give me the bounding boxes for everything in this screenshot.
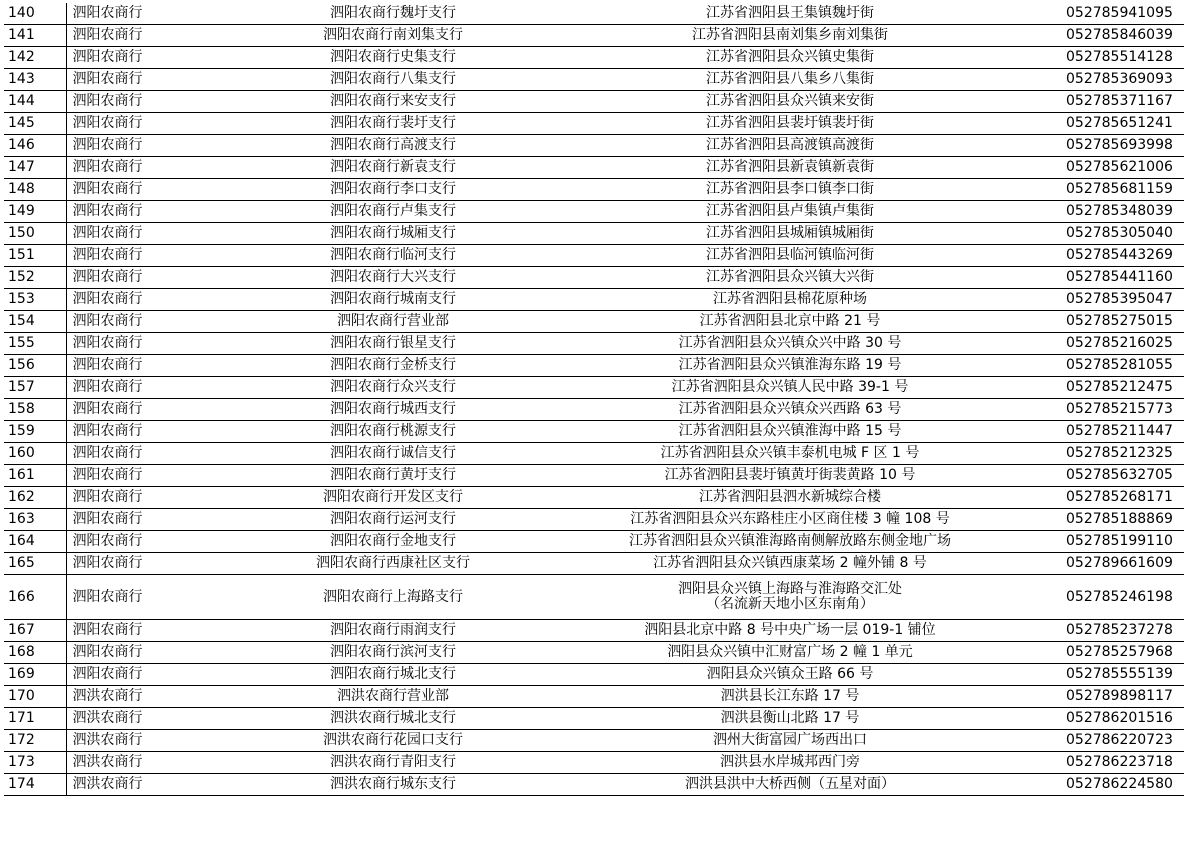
row-number-cell: 167 — [4, 620, 66, 642]
address-line: 泗州大街富园广场西出口 — [713, 732, 867, 748]
bank-name-cell: 泗阳农商行 — [66, 157, 266, 179]
table-row — [4, 135, 1184, 157]
branch-name-cell: 泗阳农商行上海路支行 — [266, 575, 520, 620]
row-number-cell: 157 — [4, 377, 66, 399]
phone-cell: 052785348039 — [1060, 201, 1184, 223]
table-row — [4, 664, 1184, 686]
address-line: 江苏省泗阳县裴圩镇黄圩街裴黄路 10 号 — [664, 467, 916, 483]
phone-cell: 052785212475 — [1060, 377, 1184, 399]
branch-table — [4, 3, 1184, 796]
branch-name-cell: 泗阳农商行诚信支行 — [266, 443, 520, 465]
bank-name-cell: 泗洪农商行 — [66, 774, 266, 796]
bank-name-cell: 泗洪农商行 — [66, 752, 266, 774]
bank-name-cell: 泗阳农商行 — [66, 531, 266, 553]
branch-name-cell: 泗阳农商行桃源支行 — [266, 421, 520, 443]
address-cell — [520, 664, 1060, 686]
table-row — [4, 289, 1184, 311]
row-number-cell: 143 — [4, 69, 66, 91]
address-cell — [520, 91, 1060, 113]
row-number-cell: 148 — [4, 179, 66, 201]
table-row — [4, 575, 1184, 620]
bank-name-cell: 泗阳农商行 — [66, 664, 266, 686]
row-number-cell: 160 — [4, 443, 66, 465]
address-cell — [520, 686, 1060, 708]
address-cell — [520, 47, 1060, 69]
phone-cell: 052785215773 — [1060, 399, 1184, 421]
table-row — [4, 708, 1184, 730]
address-cell — [520, 730, 1060, 752]
address-line: 江苏省泗阳县众兴镇大兴街 — [706, 269, 874, 285]
branch-name-cell: 泗洪农商行营业部 — [266, 686, 520, 708]
address-cell — [520, 333, 1060, 355]
branch-name-cell: 泗洪农商行城东支行 — [266, 774, 520, 796]
address-line: 泗洪县衡山北路 17 号 — [720, 710, 860, 726]
address-cell — [520, 575, 1060, 620]
phone-cell: 052789661609 — [1060, 553, 1184, 575]
bank-name-cell: 泗阳农商行 — [66, 201, 266, 223]
table-row — [4, 25, 1184, 47]
address-line: 江苏省泗阳县李口镇李口街 — [706, 181, 874, 197]
branch-name-cell: 泗阳农商行城西支行 — [266, 399, 520, 421]
address-cell — [520, 135, 1060, 157]
address-line: （名流新天地小区东南角） — [706, 596, 874, 612]
phone-cell: 052785268171 — [1060, 487, 1184, 509]
phone-cell: 052786201516 — [1060, 708, 1184, 730]
address-cell — [520, 267, 1060, 289]
row-number-cell: 145 — [4, 113, 66, 135]
address-line: 江苏省泗阳县众兴镇淮海东路 19 号 — [678, 357, 902, 373]
bank-name-cell: 泗阳农商行 — [66, 223, 266, 245]
table-row — [4, 421, 1184, 443]
address-line: 江苏省泗阳县新袁镇新袁街 — [706, 159, 874, 175]
phone-cell: 052785846039 — [1060, 25, 1184, 47]
address-line: 江苏省泗阳县南刘集乡南刘集街 — [692, 27, 888, 43]
row-number-cell: 173 — [4, 752, 66, 774]
table-row — [4, 3, 1184, 25]
phone-cell: 052785211447 — [1060, 421, 1184, 443]
table-row — [4, 642, 1184, 664]
bank-name-cell: 泗阳农商行 — [66, 377, 266, 399]
row-number-cell: 161 — [4, 465, 66, 487]
address-line: 江苏省泗阳县众兴镇西康菜场 2 幢外铺 8 号 — [653, 555, 927, 571]
row-number-cell: 158 — [4, 399, 66, 421]
table-row — [4, 69, 1184, 91]
branch-name-cell: 泗阳农商行城北支行 — [266, 664, 520, 686]
address-line: 江苏省泗阳县高渡镇高渡街 — [706, 137, 874, 153]
branch-name-cell: 泗阳农商行大兴支行 — [266, 267, 520, 289]
branch-name-cell: 泗阳农商行城南支行 — [266, 289, 520, 311]
row-number-cell: 168 — [4, 642, 66, 664]
bank-name-cell: 泗洪农商行 — [66, 730, 266, 752]
phone-cell: 052785632705 — [1060, 465, 1184, 487]
branch-name-cell: 泗洪农商行花园口支行 — [266, 730, 520, 752]
phone-cell: 052785621006 — [1060, 157, 1184, 179]
address-cell — [520, 289, 1060, 311]
table-row — [4, 774, 1184, 796]
address-cell — [520, 377, 1060, 399]
table-row — [4, 752, 1184, 774]
bank-name-cell: 泗阳农商行 — [66, 642, 266, 664]
branch-name-cell: 泗阳农商行史集支行 — [266, 47, 520, 69]
phone-cell: 052785651241 — [1060, 113, 1184, 135]
branch-name-cell: 泗洪农商行青阳支行 — [266, 752, 520, 774]
branch-name-cell: 泗阳农商行裴圩支行 — [266, 113, 520, 135]
phone-cell: 052785246198 — [1060, 575, 1184, 620]
bank-name-cell: 泗阳农商行 — [66, 25, 266, 47]
branch-name-cell: 泗阳农商行黄圩支行 — [266, 465, 520, 487]
address-cell — [520, 355, 1060, 377]
bank-name-cell: 泗阳农商行 — [66, 245, 266, 267]
branch-name-cell: 泗阳农商行银星支行 — [266, 333, 520, 355]
address-cell — [520, 465, 1060, 487]
address-cell — [520, 421, 1060, 443]
bank-name-cell: 泗阳农商行 — [66, 465, 266, 487]
bank-name-cell: 泗阳农商行 — [66, 421, 266, 443]
address-cell — [520, 553, 1060, 575]
table-row — [4, 399, 1184, 421]
phone-cell: 052785514128 — [1060, 47, 1184, 69]
row-number-cell: 140 — [4, 3, 66, 25]
address-cell — [520, 201, 1060, 223]
table-row — [4, 355, 1184, 377]
address-cell — [520, 223, 1060, 245]
address-cell — [520, 752, 1060, 774]
bank-name-cell: 泗阳农商行 — [66, 509, 266, 531]
branch-name-cell: 泗阳农商行营业部 — [266, 311, 520, 333]
table-row — [4, 179, 1184, 201]
branch-name-cell: 泗阳农商行高渡支行 — [266, 135, 520, 157]
branch-name-cell: 泗阳农商行运河支行 — [266, 509, 520, 531]
row-number-cell: 164 — [4, 531, 66, 553]
row-number-cell: 172 — [4, 730, 66, 752]
table-row — [4, 531, 1184, 553]
table-row — [4, 487, 1184, 509]
branch-name-cell: 泗阳农商行南刘集支行 — [266, 25, 520, 47]
phone-cell: 052785281055 — [1060, 355, 1184, 377]
phone-cell: 052785441160 — [1060, 267, 1184, 289]
row-number-cell: 141 — [4, 25, 66, 47]
row-number-cell: 146 — [4, 135, 66, 157]
row-number-cell: 155 — [4, 333, 66, 355]
phone-cell: 052785199110 — [1060, 531, 1184, 553]
table-row — [4, 113, 1184, 135]
phone-cell: 052786220723 — [1060, 730, 1184, 752]
phone-cell: 052785216025 — [1060, 333, 1184, 355]
branch-name-cell: 泗阳农商行八集支行 — [266, 69, 520, 91]
table-row — [4, 157, 1184, 179]
address-line: 江苏省泗阳县八集乡八集街 — [706, 71, 874, 87]
phone-cell: 052785305040 — [1060, 223, 1184, 245]
address-line: 江苏省泗阳县裴圩镇裴圩街 — [706, 115, 874, 131]
address-cell — [520, 531, 1060, 553]
address-line: 泗阳县众兴镇中汇财富广场 2 幢 1 单元 — [667, 644, 913, 660]
phone-cell: 052785369093 — [1060, 69, 1184, 91]
phone-cell: 052786224580 — [1060, 774, 1184, 796]
address-line: 江苏省泗阳县临河镇临河街 — [706, 247, 874, 263]
bank-name-cell: 泗阳农商行 — [66, 311, 266, 333]
table-row — [4, 245, 1184, 267]
row-number-cell: 163 — [4, 509, 66, 531]
branch-name-cell: 泗阳农商行临河支行 — [266, 245, 520, 267]
branch-name-cell: 泗阳农商行滨河支行 — [266, 642, 520, 664]
address-cell — [520, 157, 1060, 179]
address-line: 泗洪县洪中大桥西侧（五星对面） — [685, 776, 895, 792]
address-line: 江苏省泗阳县卢集镇卢集街 — [706, 203, 874, 219]
table-row — [4, 311, 1184, 333]
address-cell — [520, 399, 1060, 421]
row-number-cell: 170 — [4, 686, 66, 708]
address-line: 江苏省泗阳县众兴镇丰泰机电城 F 区 1 号 — [660, 445, 920, 461]
address-line: 江苏省泗阳县棉花原种场 — [713, 291, 867, 307]
row-number-cell: 154 — [4, 311, 66, 333]
address-line: 泗阳县众兴镇上海路与淮海路交汇处 — [678, 581, 902, 597]
address-cell — [520, 487, 1060, 509]
address-cell — [520, 113, 1060, 135]
branch-name-cell: 泗阳农商行卢集支行 — [266, 201, 520, 223]
address-cell — [520, 620, 1060, 642]
row-number-cell: 166 — [4, 575, 66, 620]
phone-cell: 052785681159 — [1060, 179, 1184, 201]
bank-name-cell: 泗阳农商行 — [66, 91, 266, 113]
phone-cell: 052785188869 — [1060, 509, 1184, 531]
bank-name-cell: 泗阳农商行 — [66, 69, 266, 91]
bank-name-cell: 泗洪农商行 — [66, 708, 266, 730]
address-line: 泗阳县众兴镇众王路 66 号 — [706, 666, 874, 682]
row-number-cell: 165 — [4, 553, 66, 575]
row-number-cell: 152 — [4, 267, 66, 289]
branch-name-cell: 泗阳农商行魏圩支行 — [266, 3, 520, 25]
row-number-cell: 142 — [4, 47, 66, 69]
address-line: 江苏省泗阳县北京中路 21 号 — [699, 313, 881, 329]
phone-cell: 052785555139 — [1060, 664, 1184, 686]
address-cell — [520, 69, 1060, 91]
address-line: 泗洪县长江东路 17 号 — [720, 688, 860, 704]
branch-name-cell: 泗阳农商行西康社区支行 — [266, 553, 520, 575]
address-line: 江苏省泗阳县众兴镇来安街 — [706, 93, 874, 109]
table-row — [4, 553, 1184, 575]
table-body — [4, 3, 1184, 796]
bank-name-cell: 泗阳农商行 — [66, 267, 266, 289]
address-cell — [520, 179, 1060, 201]
phone-cell: 052785212325 — [1060, 443, 1184, 465]
phone-cell: 052785941095 — [1060, 3, 1184, 25]
bank-name-cell: 泗阳农商行 — [66, 399, 266, 421]
address-cell — [520, 443, 1060, 465]
row-number-cell: 153 — [4, 289, 66, 311]
row-number-cell: 162 — [4, 487, 66, 509]
branch-name-cell: 泗阳农商行众兴支行 — [266, 377, 520, 399]
row-number-cell: 147 — [4, 157, 66, 179]
bank-name-cell: 泗洪农商行 — [66, 686, 266, 708]
phone-cell: 052785395047 — [1060, 289, 1184, 311]
table-row — [4, 509, 1184, 531]
row-number-cell: 151 — [4, 245, 66, 267]
bank-name-cell: 泗阳农商行 — [66, 333, 266, 355]
address-cell — [520, 708, 1060, 730]
address-line: 江苏省泗阳县众兴镇淮海路南侧解放路东侧金地广场 — [629, 533, 951, 549]
bank-name-cell: 泗阳农商行 — [66, 355, 266, 377]
address-cell — [520, 25, 1060, 47]
address-cell — [520, 642, 1060, 664]
address-line: 江苏省泗阳县众兴镇淮海中路 15 号 — [678, 423, 902, 439]
bank-name-cell: 泗阳农商行 — [66, 289, 266, 311]
address-line: 泗阳县北京中路 8 号中央广场一层 019-1 铺位 — [644, 622, 936, 638]
address-line: 江苏省泗阳县众兴镇人民中路 39-1 号 — [671, 379, 909, 395]
table-row — [4, 223, 1184, 245]
row-number-cell: 174 — [4, 774, 66, 796]
row-number-cell: 169 — [4, 664, 66, 686]
phone-cell: 052785371167 — [1060, 91, 1184, 113]
phone-cell: 052786223718 — [1060, 752, 1184, 774]
address-line: 江苏省泗阳县众兴镇史集街 — [706, 49, 874, 65]
address-cell — [520, 245, 1060, 267]
address-cell — [520, 311, 1060, 333]
phone-cell: 052785275015 — [1060, 311, 1184, 333]
row-number-cell: 156 — [4, 355, 66, 377]
address-line: 江苏省泗阳县众兴镇众兴西路 63 号 — [678, 401, 902, 417]
row-number-cell: 149 — [4, 201, 66, 223]
table-row — [4, 620, 1184, 642]
bank-name-cell: 泗阳农商行 — [66, 3, 266, 25]
bank-name-cell: 泗阳农商行 — [66, 443, 266, 465]
branch-name-cell: 泗洪农商行城北支行 — [266, 708, 520, 730]
row-number-cell: 150 — [4, 223, 66, 245]
table-row — [4, 201, 1184, 223]
phone-cell: 052785257968 — [1060, 642, 1184, 664]
branch-name-cell: 泗阳农商行新袁支行 — [266, 157, 520, 179]
table-row — [4, 465, 1184, 487]
table-row — [4, 47, 1184, 69]
table-row — [4, 686, 1184, 708]
address-line: 江苏省泗阳县城厢镇城厢街 — [706, 225, 874, 241]
table-row — [4, 443, 1184, 465]
bank-name-cell: 泗阳农商行 — [66, 575, 266, 620]
table-row — [4, 91, 1184, 113]
branch-name-cell: 泗阳农商行城厢支行 — [266, 223, 520, 245]
address-line: 泗洪县水岸城邦西门旁 — [720, 754, 860, 770]
branch-name-cell: 泗阳农商行金地支行 — [266, 531, 520, 553]
bank-name-cell: 泗阳农商行 — [66, 179, 266, 201]
table-row — [4, 377, 1184, 399]
bank-name-cell: 泗阳农商行 — [66, 135, 266, 157]
branch-name-cell: 泗阳农商行金桥支行 — [266, 355, 520, 377]
branch-name-cell: 泗阳农商行开发区支行 — [266, 487, 520, 509]
table-row — [4, 267, 1184, 289]
branch-name-cell: 泗阳农商行雨润支行 — [266, 620, 520, 642]
row-number-cell: 159 — [4, 421, 66, 443]
address-line: 江苏省泗阳县泗水新城综合楼 — [699, 489, 881, 505]
bank-name-cell: 泗阳农商行 — [66, 113, 266, 135]
address-cell — [520, 509, 1060, 531]
bank-name-cell: 泗阳农商行 — [66, 47, 266, 69]
phone-cell: 052785693998 — [1060, 135, 1184, 157]
table-row — [4, 730, 1184, 752]
bank-name-cell: 泗阳农商行 — [66, 620, 266, 642]
phone-cell: 052789898117 — [1060, 686, 1184, 708]
branch-name-cell: 泗阳农商行李口支行 — [266, 179, 520, 201]
table-row — [4, 333, 1184, 355]
bank-name-cell: 泗阳农商行 — [66, 487, 266, 509]
row-number-cell: 171 — [4, 708, 66, 730]
address-line: 江苏省泗阳县众兴镇众兴中路 30 号 — [678, 335, 902, 351]
address-cell — [520, 774, 1060, 796]
phone-cell: 052785237278 — [1060, 620, 1184, 642]
row-number-cell: 144 — [4, 91, 66, 113]
address-line: 江苏省泗阳县众兴东路桂庄小区商住楼 3 幢 108 号 — [630, 511, 950, 527]
branch-name-cell: 泗阳农商行来安支行 — [266, 91, 520, 113]
address-line: 江苏省泗阳县王集镇魏圩街 — [706, 5, 874, 21]
bank-name-cell: 泗阳农商行 — [66, 553, 266, 575]
phone-cell: 052785443269 — [1060, 245, 1184, 267]
address-cell — [520, 3, 1060, 25]
